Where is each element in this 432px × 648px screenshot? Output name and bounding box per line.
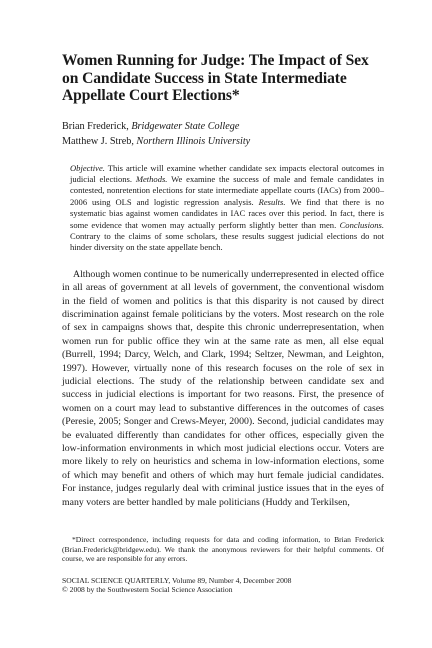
title-footnote-mark: * — [231, 87, 240, 104]
author-2 — [62, 134, 384, 149]
abstract-objective-label: Objective. — [70, 162, 105, 173]
body-paragraph: Although women continue to be numerically underrepresented in elected office in all areas of government at all levels of government, the conventional wisdom in the field of women and politics is that this disparity is not caused by direct discrimination against female politicians by the voters. Most research on the role of sex in campaigns shows that, despite this chronic underrepresentation, when women run for public office they win at the same rate as men, all else equal (Burrell, 1994; Darcy, Welch, and Clark, 1994; Seltzer, Newman, and Leighton, 1997). However, virtually none of this research focuses on the role of sex in judicial elections. The study of the relationship between candidate sex and success in judicial elections is important for two reasons. First, the presence of women on a court may lead to substantive differences in the outcomes of cases (Peresie, 2005; Songer and Crews-Meyer, 2000). Second, judicial candidates may be evaluated differently than candidates for other offices, especially given the low-information environments in which most judicial elections occur. Voters are more likely to rely on heuristics and schema in low-information elections, some of which may benefit and others of which may hurt female judicial candidates. For instance, judges regularly deal with criminal justice issues that in the eyes of many voters are better handled by male politicians (Huddy and Terkilsen, — [62, 268, 384, 508]
author-2-name: Matthew J. Streb, — [62, 135, 134, 147]
author-1-name: Brian Frederick, — [62, 120, 129, 132]
article-title — [62, 52, 384, 105]
abstract-objective-text: This article will examine whether candidate sex impacts electoral outcomes in judicial elections. — [70, 162, 385, 184]
author-list — [62, 119, 384, 149]
article-page — [62, 52, 384, 509]
author-1-affiliation: Bridgewater State College — [131, 120, 240, 132]
abstract-results-text: We find that there is no systematic bias against women candidates in IAC races over this period. In fact, there is some evidence that women may actually perform slightly better than men. — [70, 196, 384, 230]
abstract-results-label: Results. — [258, 196, 286, 207]
abstract-conclusions-text: Contrary to the claims of some scholars, these results suggest judicial elections do not hinder diversity on the state appellate bench. — [70, 230, 384, 253]
journal-citation: SOCIAL SCIENCE QUARTERLY, Volume 89, Number 4, December 2008 — [62, 576, 292, 585]
author-2-affiliation: Northern Illinois University — [136, 135, 251, 147]
abstract-methods-label: Methods. — [135, 173, 168, 184]
journal-info — [62, 576, 384, 594]
article-title-text: Women Running for Judge: The Impact of Sex on Candidate Success in State Intermediate Appellate Court Elections — [62, 52, 369, 104]
author-1 — [62, 119, 384, 134]
abstract-conclusions-label: Conclusions. — [339, 219, 384, 230]
abstract-methods-text: We examine the success of male and female candidates in contested, nonretention elections for state intermediate appellate courts (IACs) from 2000–2006 using OLS and logistic regression analysis. — [70, 173, 385, 207]
abstract — [62, 163, 384, 254]
footnote: *Direct correspondence, including requests for data and coding information, to Brian Frederick (Brian.Frederick@bridgew.edu). We thank the anonymous reviewers for their helpful comments. Of course, we are responsible for any errors. — [62, 535, 384, 563]
copyright-line: © 2008 by the Southwestern Social Science Association — [62, 585, 233, 595]
